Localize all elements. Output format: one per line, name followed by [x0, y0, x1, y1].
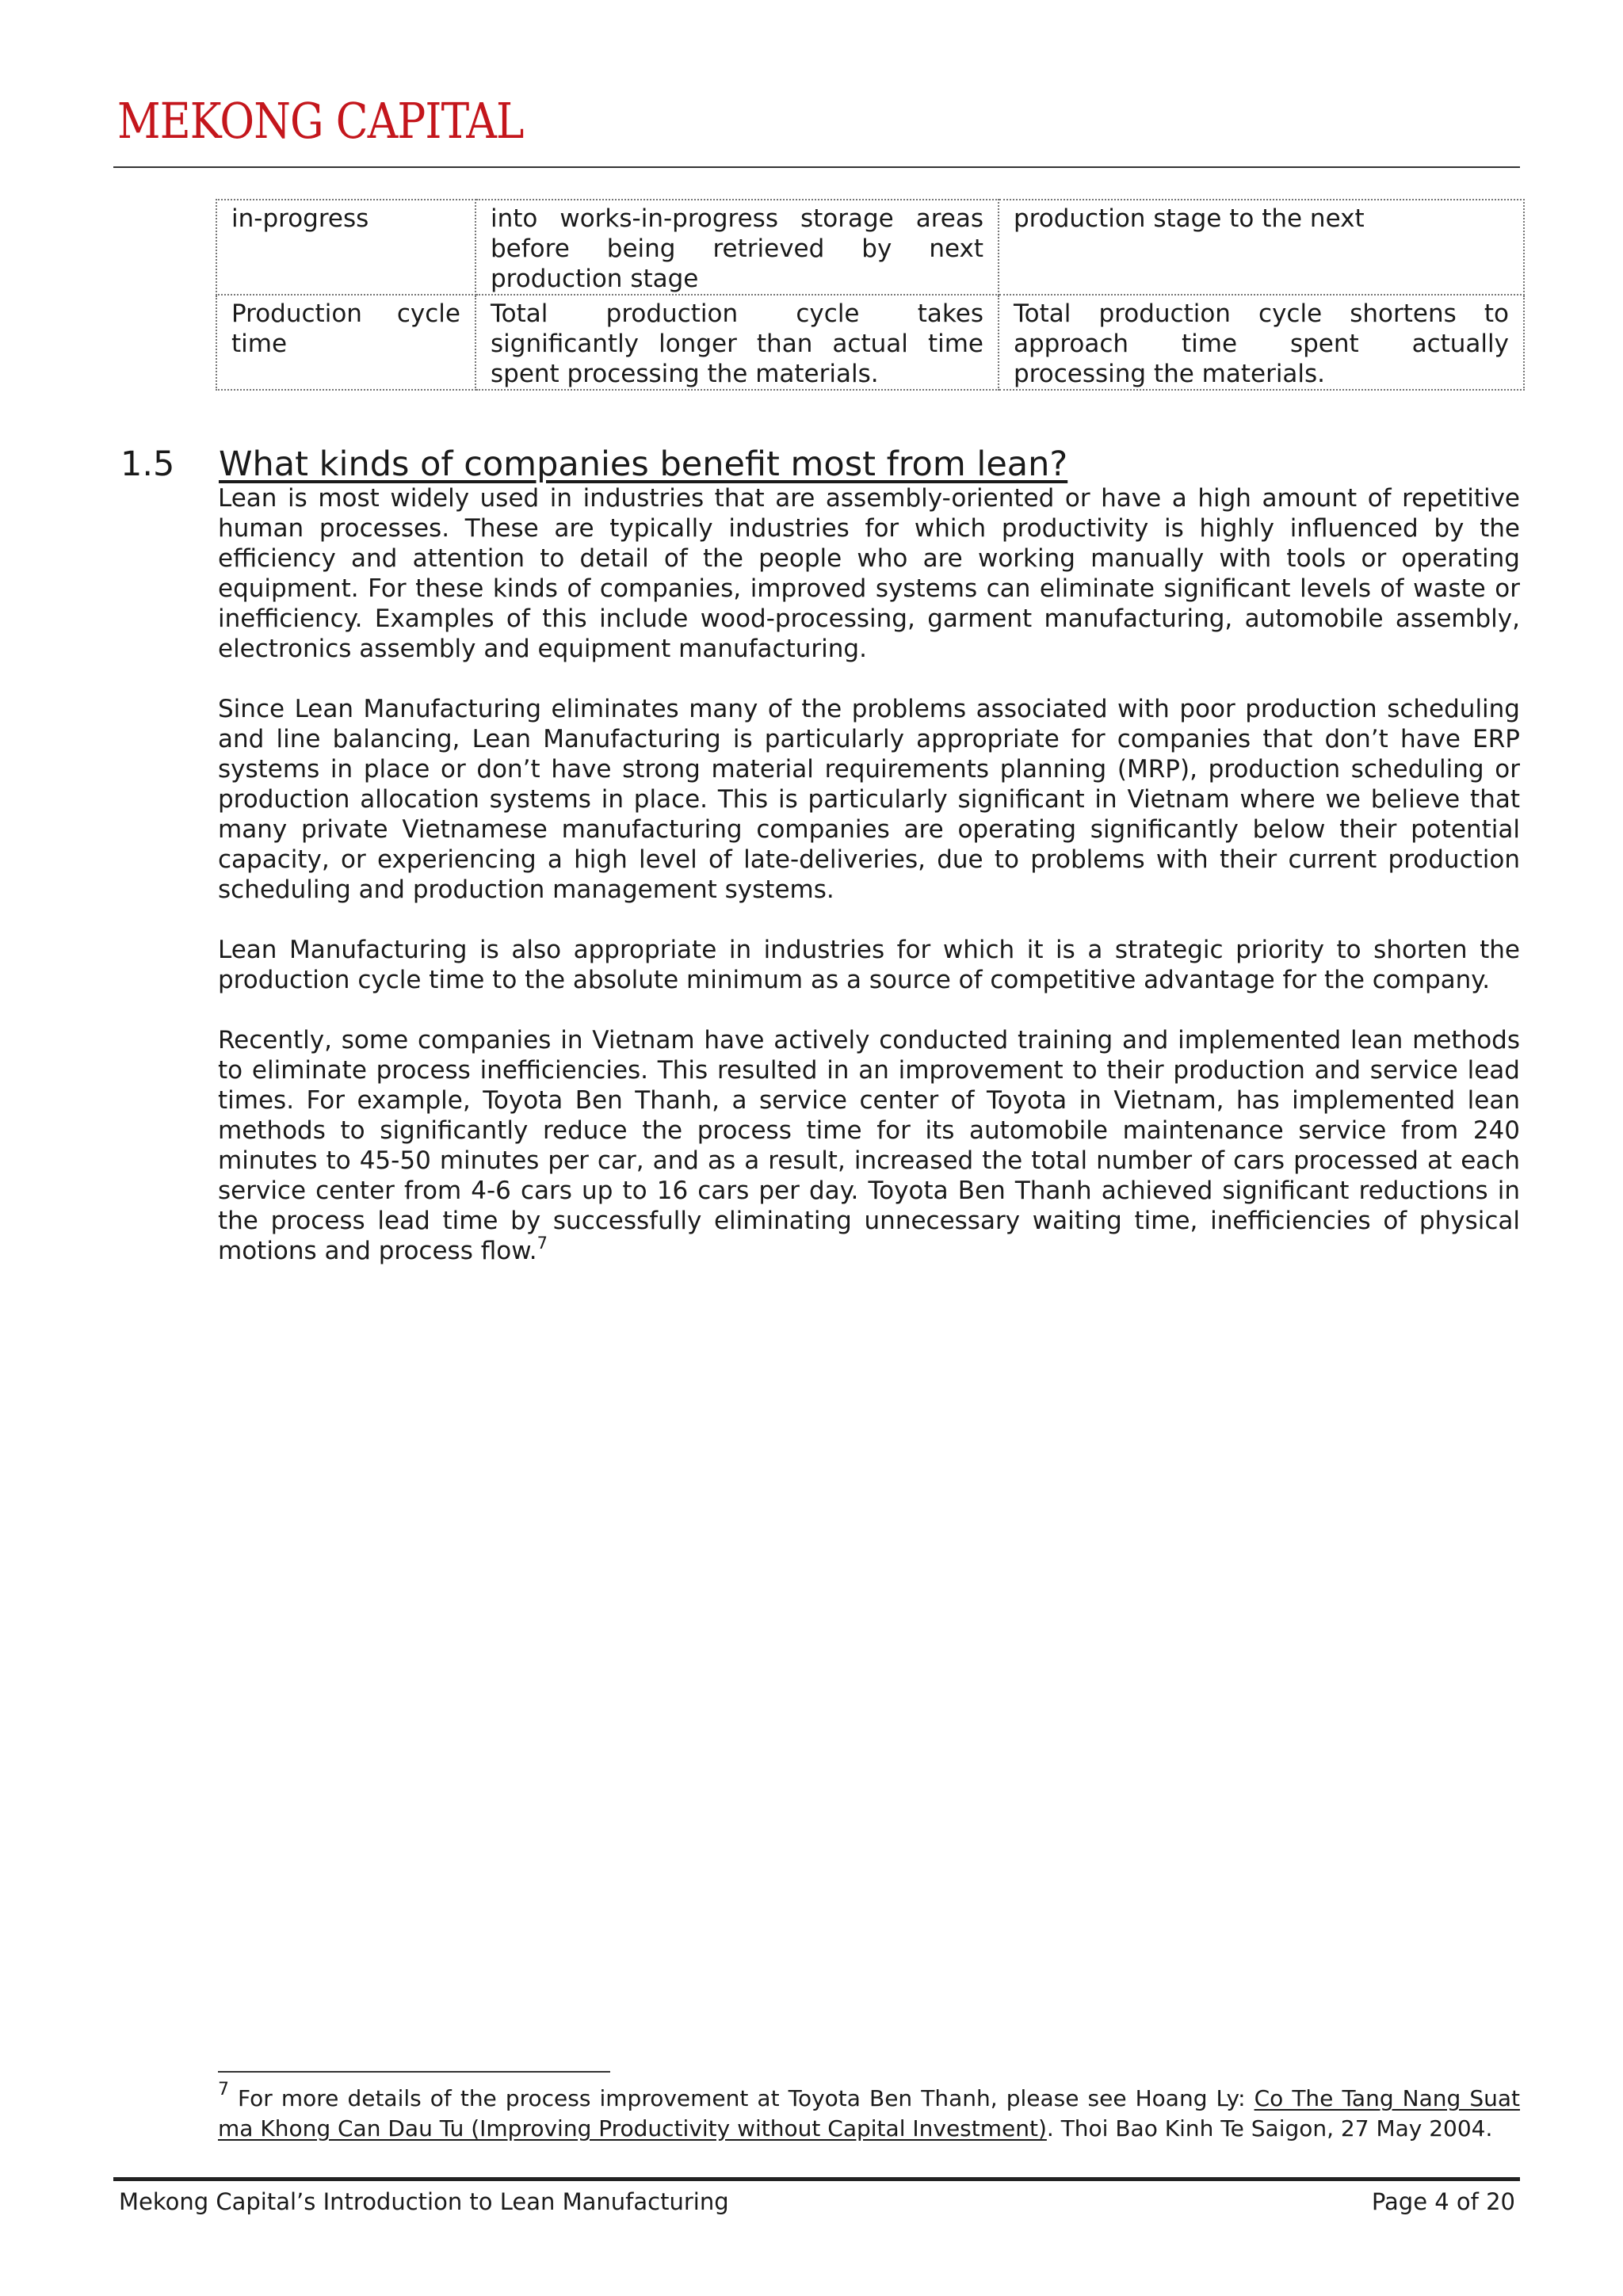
- footnote-separator: [218, 2071, 610, 2073]
- footnote: [218, 2080, 1520, 2144]
- section-heading: [120, 442, 1067, 486]
- company-logo: MEKONG CAPITAL: [117, 92, 524, 150]
- table-cell: production stage to the next: [999, 200, 1524, 295]
- lean-comparison-table: [216, 199, 1525, 391]
- section-body: [218, 483, 1520, 1266]
- table-cell: Total production cycle takes significantly longer than actual time spent processing the materials.: [475, 295, 999, 390]
- paragraph: Lean is most widely used in industries that are assembly-oriented or have a high amount of repetitive human processes. These are typically industries for which productivity is highly influenced by the efficiency and attention to detail of the people who are working manually with tools or operating equipment. For these kinds of companies, improved systems can eliminate significant levels of waste or inefficiency. Examples of this include wood-processing, garment manufacturing, automobile assembly, electronics assembly and equipment manufacturing.: [218, 484, 1520, 663]
- footnote-text-end: . Thoi Bao Kinh Te Saigon, 27 May 2004.: [1046, 2115, 1493, 2142]
- table-cell: into works-in-progress storage areas before being retrieved by next production stage: [475, 200, 999, 295]
- footnote-marker: 7: [218, 2080, 229, 2100]
- footnote-text: For more details of the process improvement at Toyota Ben Thanh, please see Hoang Ly:: [229, 2085, 1254, 2111]
- page-number: Page 4 of 20: [1371, 2188, 1515, 2215]
- section-title: What kinds of companies benefit most from lean?: [219, 444, 1068, 484]
- footer-document-title: Mekong Capital’s Introduction to Lean Manufacturing: [119, 2188, 729, 2215]
- table-row: [216, 295, 1524, 390]
- table-row: [216, 200, 1524, 295]
- table-cell: Production cycle time: [216, 295, 475, 390]
- footnote-link[interactable]: Co The Tang Nang Suat ma Khong Can Dau Tu (Improving Productivity without Capital Investment): [218, 2085, 1520, 2142]
- footnote-reference[interactable]: 7: [537, 1234, 548, 1253]
- header-rule: [113, 166, 1520, 168]
- table-cell: Total production cycle shortens to approach time spent actually processing the materials.: [999, 295, 1524, 390]
- paragraph-text: Recently, some companies in Vietnam have actively conducted training and implemented lean methods to eliminate process inefficiencies. This resulted in an improvement to their production and service lead times. For example, Toyota Ben Thanh, a service center of Toyota in Vietnam, has implemented lean methods to significantly reduce the process time for its automobile maintenance service from 240 minutes to 45-50 minutes per car, and as a result, increased the total number of cars processed at each service center from 4-6 cars up to 16 cars per day. Toyota Ben Thanh achieved significant reductions in the process lead time by successfully eliminating unnecessary waiting time, inefficiencies of physical motions and process flow.: [218, 1026, 1520, 1265]
- footer-rule: [113, 2177, 1520, 2181]
- paragraph: [218, 1025, 1520, 1266]
- paragraph: Lean Manufacturing is also appropriate in industries for which it is a strategic priority to shorten the production cycle time to the absolute minimum as a source of competitive advantage for the company.: [218, 936, 1520, 994]
- section-number: 1.5: [120, 444, 175, 484]
- table-cell: in-progress: [216, 200, 475, 295]
- paragraph: Since Lean Manufacturing eliminates many of the problems associated with poor production scheduling and line balancing, Lean Manufacturing is particularly appropriate for companies that don’t have ERP systems in place or don’t have strong material requirements planning (MRP), production scheduling or production allocation systems in place. This is particularly significant in Vietnam where we believe that many private Vietnamese manufacturing companies are operating significantly below their potential capacity, or experiencing a high level of late-deliveries, due to problems with their current production scheduling and production management systems.: [218, 695, 1520, 904]
